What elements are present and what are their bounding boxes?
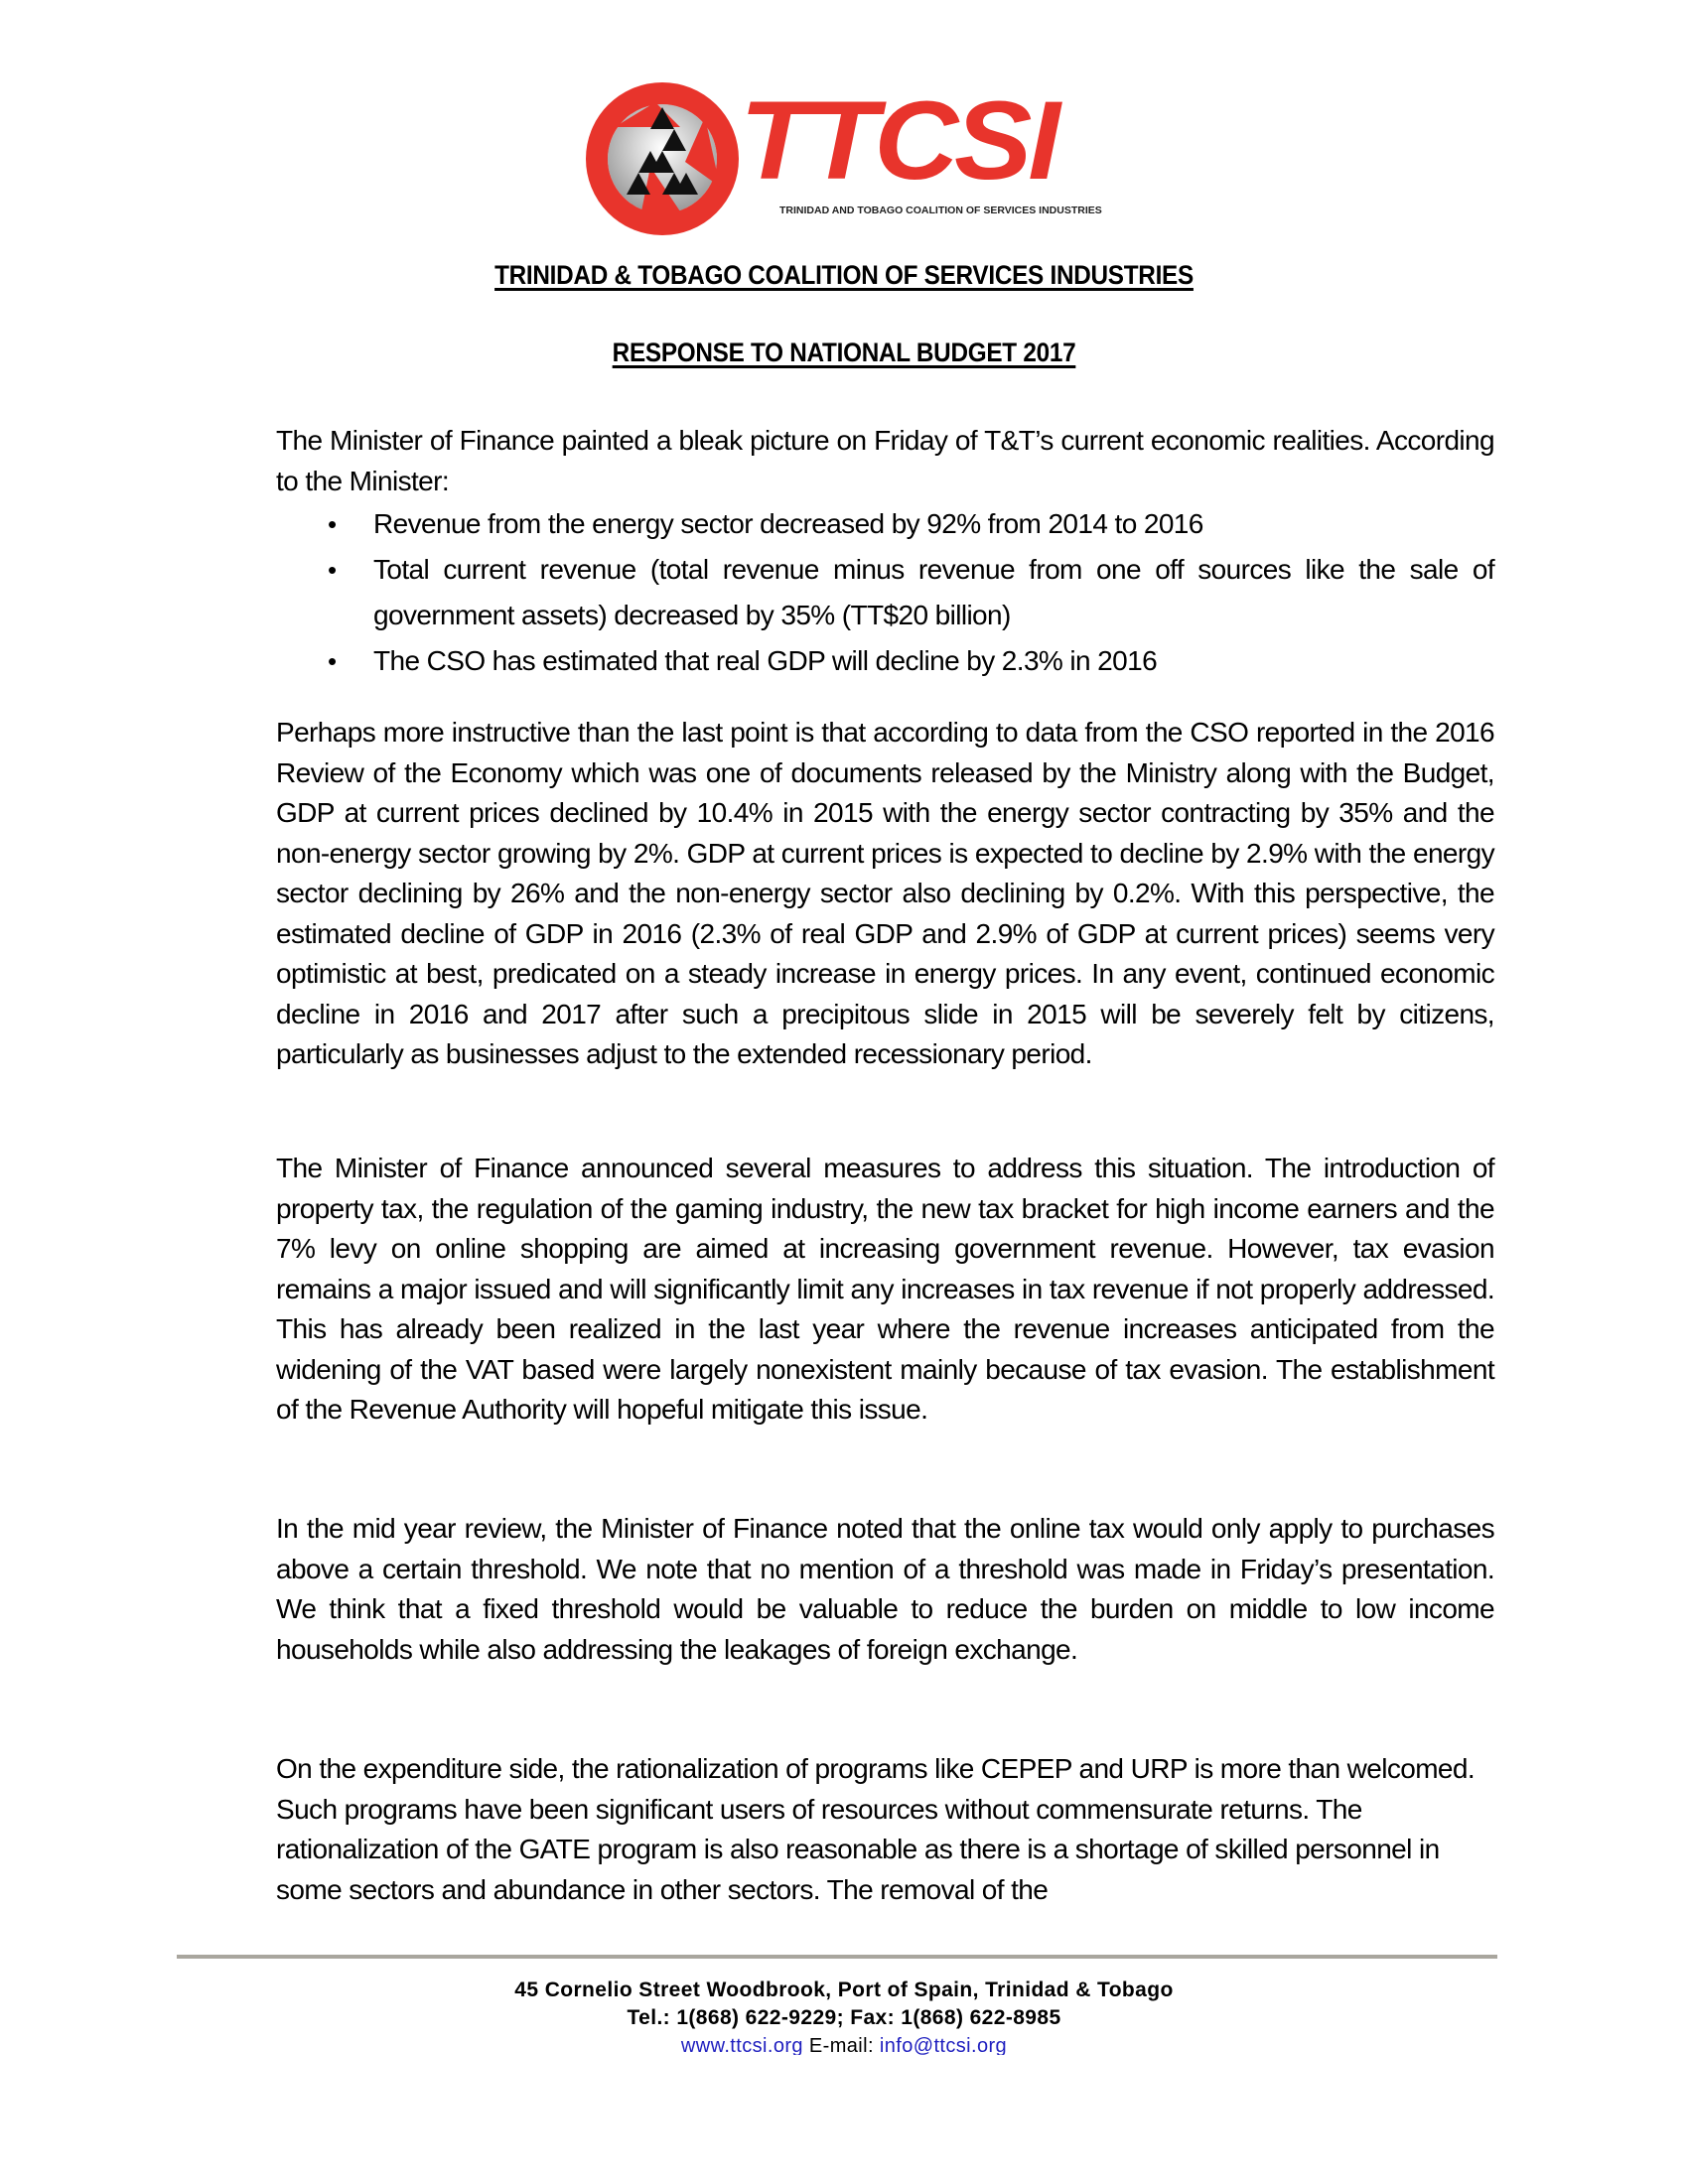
logo-tagline: TRINIDAD AND TOBAGO COALITION OF SERVICES INDUSTRIES — [779, 205, 1102, 216]
document-title: RESPONSE TO NATIONAL BUDGET 2017 — [612, 338, 1076, 367]
ttcsi-logo — [581, 77, 1107, 236]
intro-paragraph: The Minister of Finance painted a bleak picture on Friday of T&T’s current economic realities. According to the Minister: — [276, 425, 1494, 496]
list-item: • Total current revenue (total revenue minus revenue from one off sources like the sale of government assets) decreased by 35% (TT$20 billion) — [276, 547, 1494, 638]
email-link[interactable]: info@ttcsi.org — [879, 2035, 1008, 2055]
list-item: • Revenue from the energy sector decreased by 92% from 2014 to 2016 — [276, 501, 1494, 547]
bullet-icon: • — [328, 646, 337, 676]
footer-address: 45 Cornelio Street Woodbrook, Port of Spain, Trinidad & Tobago — [514, 1979, 1174, 2001]
footer-phone: Tel.: 1(868) 622-9229; Fax: 1(868) 622-8985 — [627, 2006, 1061, 2029]
body-paragraph: The Minister of Finance announced several measures to address this situation. The introduction of property tax, the regulation of the gaming industry, the new tax bracket for high income earners and the 7% levy on online shopping are aimed at increasing government revenue. However, tax evasion remains a major issued and will significantly limit any increases in tax revenue if not properly addressed. This has already been realized in the last year where the revenue increases anticipated from the widening of the VAT based were largely nonexistent mainly because of tax evasion. The establishment of the Revenue Authority will hopeful mitigate this issue. — [276, 1153, 1494, 1425]
key-points-list — [276, 501, 1494, 684]
bullet-icon: • — [328, 509, 337, 539]
footer-contact — [0, 2035, 1688, 2055]
list-item: • The CSO has estimated that real GDP will decline by 2.3% in 2016 — [276, 638, 1494, 684]
bullet-icon: • — [328, 555, 337, 585]
body-paragraph: In the mid year review, the Minister of Finance noted that the online tax would only apply to purchases above a certain threshold. We note that no mention of a threshold was made in Friday’s presentation. We think that a fixed threshold would be valuable to reduce the burden on middle to low income households while also addressing the leakages of foreign exchange. — [276, 1513, 1494, 1665]
logo-wordmark: TTCSI — [740, 78, 1056, 203]
body-paragraph: Perhaps more instructive than the last point is that according to data from the CSO reported in the 2016 Review of the Economy which was one of documents released by the Ministry along with the Budget, GDP at current prices declined by 10.4% in 2015 with the energy sector contracting by 35% and the non-energy sector growing by 2%. GDP at current prices is expected to decline by 2.9% with the energy sector declining by 26% and the non-energy sector also declining by 0.2%. With this perspective, the estimated decline of GDP in 2016 (2.3% of real GDP and 2.9% of GDP at current prices) seems very optimistic at best, predicated on a steady increase in energy prices. In any event, continued economic decline in 2016 and 2017 after such a precipitous slide in 2015 will be severely felt by citizens, particularly as businesses adjust to the extended recessionary period. — [276, 717, 1494, 1069]
footer-divider — [177, 1955, 1497, 1959]
website-link[interactable]: www.ttcsi.org — [680, 2035, 803, 2055]
org-title: TRINIDAD & TOBAGO COALITION OF SERVICES INDUSTRIES — [494, 260, 1194, 290]
body-paragraph: On the expenditure side, the rationalization of programs like CEPEP and URP is more than welcomed. Such programs have been significant users of resources without commensurate returns. The rationalization of the GATE program is also reasonable as there is a shortage of skilled personnel in some sectors and abundance in other sectors. The removal of the — [276, 1753, 1476, 1905]
email-label: E-mail: — [808, 2035, 874, 2055]
